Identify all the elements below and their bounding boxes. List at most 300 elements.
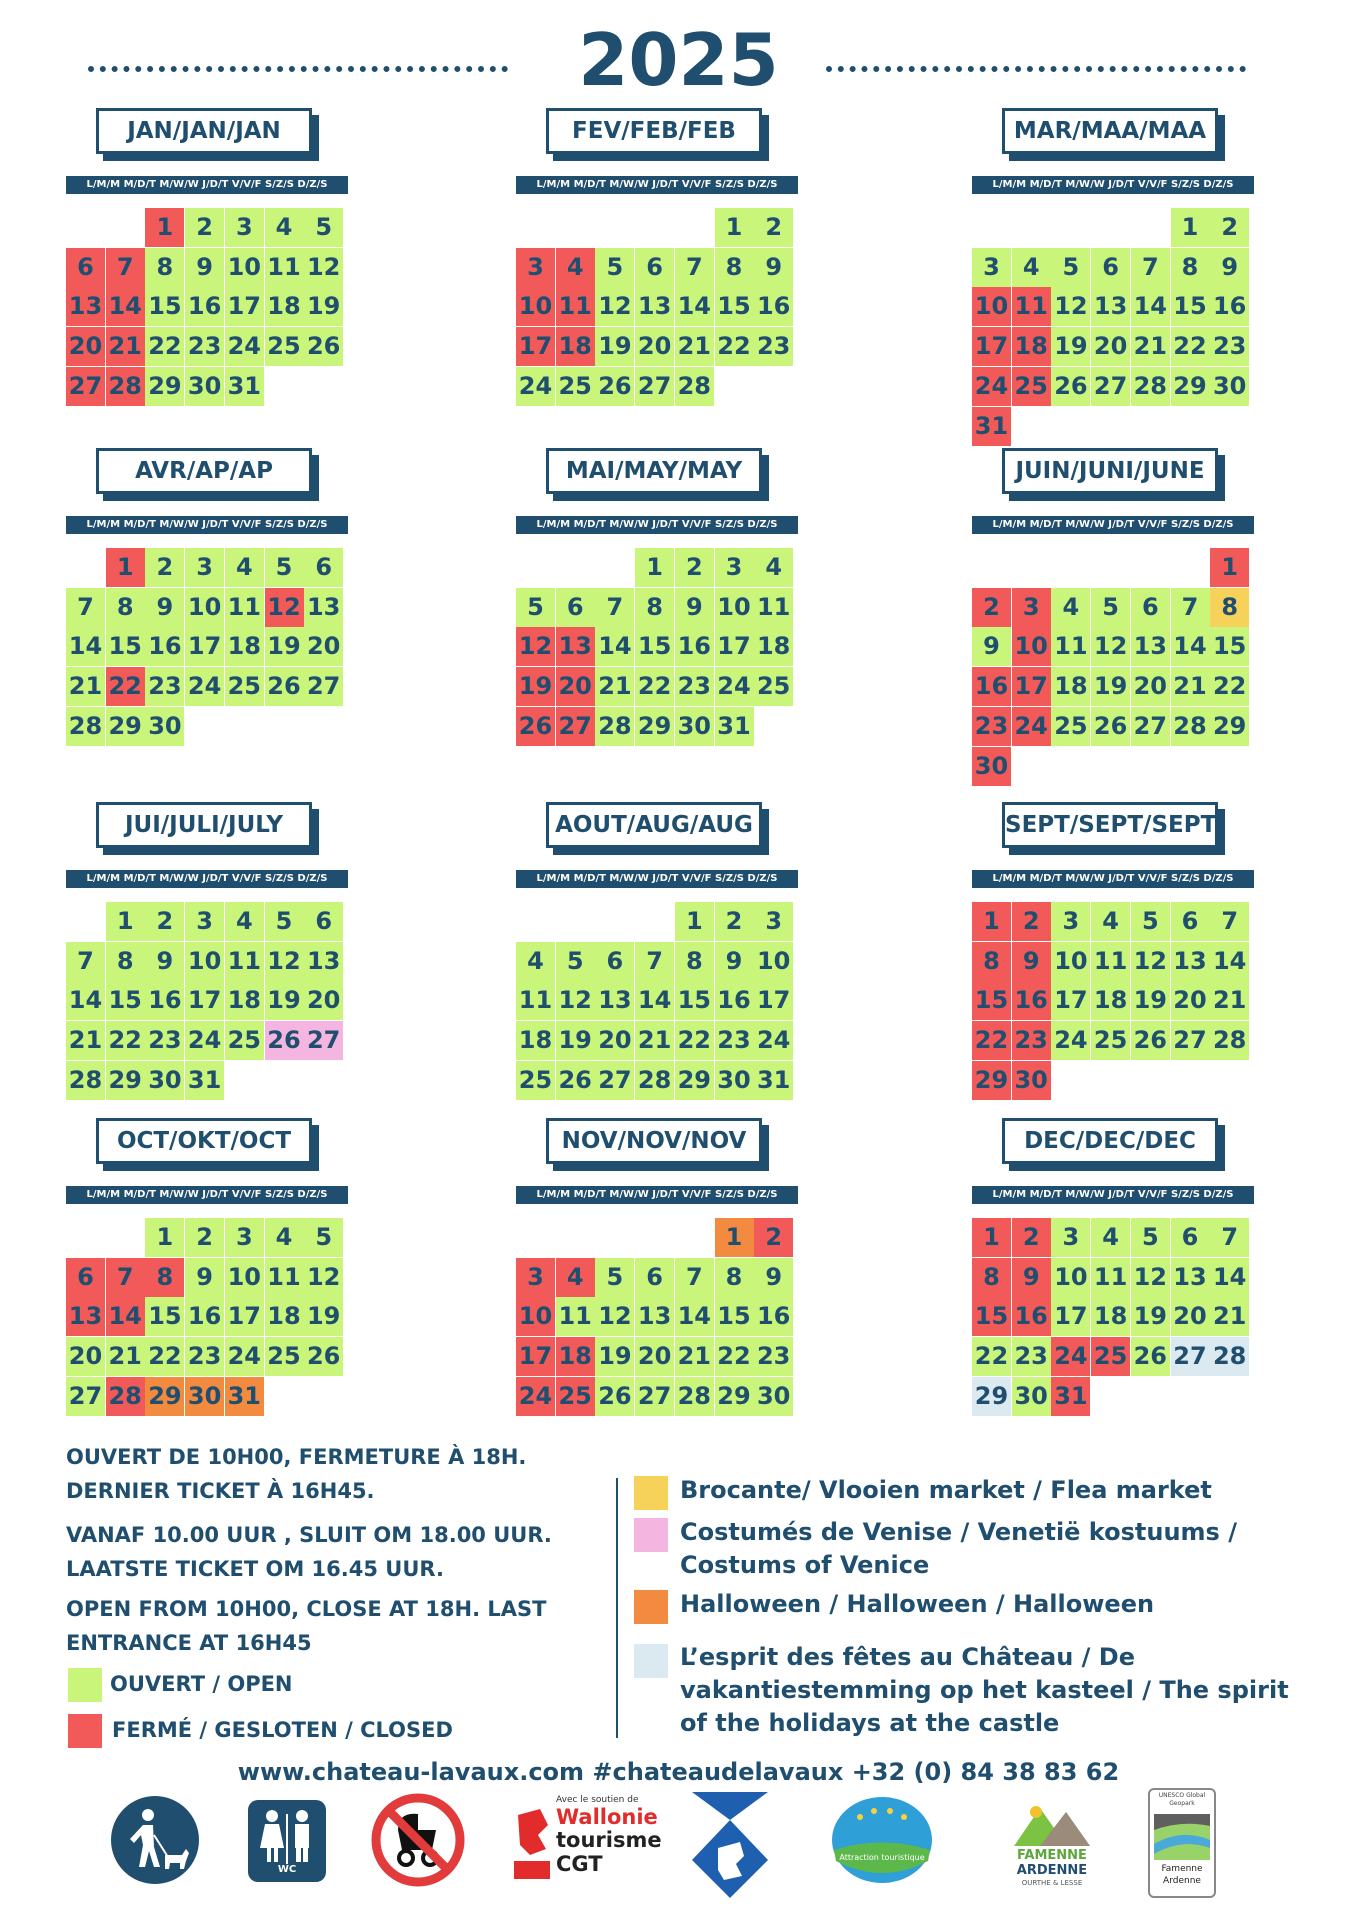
day-cell: 15 [972,981,1011,1020]
day-cell: 14 [1131,287,1170,326]
day-cell: 21 [635,1021,674,1060]
day-cell: 12 [1131,942,1170,981]
flea-label: Brocante/ Vlooien market / Flea market [680,1476,1212,1504]
month-block [66,1118,366,1458]
day-cell: 29 [675,1061,714,1100]
day-cell: 20 [1091,327,1130,366]
day-cell: 20 [1131,667,1170,706]
day-cell: 27 [1171,1337,1210,1376]
day-cell: 20 [66,327,105,366]
day-cell: 24 [185,1021,224,1060]
day-cell: 11 [754,588,793,627]
day-cell: 20 [304,981,343,1020]
day-cell: 19 [556,1021,595,1060]
day-cell: 8 [635,588,674,627]
day-cell: 12 [1051,287,1090,326]
geopark-text-2: Ardenne [1163,1876,1201,1886]
day-cell: 23 [1012,1337,1051,1376]
day-cell: 2 [1012,1218,1051,1257]
day-cell: 15 [145,1297,184,1336]
day-cell: 9 [185,248,224,287]
day-cell: 8 [972,942,1011,981]
day-cell: 13 [635,1297,674,1336]
day-cell: 11 [265,1258,304,1297]
day-cell: 15 [972,1297,1011,1336]
day-cell: 30 [972,747,1011,786]
day-cell: 12 [595,1297,634,1336]
day-cell: 12 [1091,627,1130,666]
day-cell: 23 [715,1021,754,1060]
day-cell: 2 [145,902,184,941]
walking-dog-icon [110,1795,200,1889]
day-cell: 5 [265,548,304,587]
day-cell: 7 [1210,902,1249,941]
info-nl-1: VANAF 10.00 UUR , SLUIT OM 18.00 UUR. [66,1523,552,1547]
day-cell: 22 [972,1021,1011,1060]
day-cell: 12 [556,981,595,1020]
day-cell: 25 [516,1061,555,1100]
day-cell: 10 [225,248,264,287]
venice-label-2: Costums of Venice [680,1551,930,1579]
day-cell: 16 [185,1297,224,1336]
month-title: JUIN/JUNI/JUNE [1002,448,1218,494]
day-cell: 14 [1210,942,1249,981]
day-cell: 19 [304,1297,343,1336]
day-cell: 10 [225,1258,264,1297]
month-title: OCT/OKT/OCT [96,1118,312,1164]
month-block [972,448,1272,788]
day-cell: 19 [595,327,634,366]
day-cell: 22 [145,1337,184,1376]
day-cell: 27 [556,707,595,746]
day-cell: 3 [972,248,1011,287]
day-cell: 6 [595,942,634,981]
day-cell: 1 [972,1218,1011,1257]
day-cell: 25 [1051,707,1090,746]
day-cell: 8 [106,942,145,981]
day-cell: 26 [265,1021,304,1060]
day-cell: 24 [1051,1337,1090,1376]
month-block [972,108,1272,448]
day-cell: 23 [675,667,714,706]
day-cell: 11 [1012,287,1051,326]
day-cell: 7 [1210,1218,1249,1257]
day-cell: 5 [595,248,634,287]
day-cell: 8 [106,588,145,627]
day-cell: 24 [754,1021,793,1060]
day-cell: 19 [1051,327,1090,366]
day-cell: 27 [1171,1021,1210,1060]
day-cell: 8 [1171,248,1210,287]
day-cell: 20 [66,1337,105,1376]
day-cell: 18 [1051,667,1090,706]
month-title: SEPT/SEPT/SEPT [1002,802,1218,848]
day-cell: 23 [1012,1021,1051,1060]
day-cell: 29 [106,1061,145,1100]
spirit-label-2: vakantiestemming op het kasteel / The spirit [680,1676,1289,1704]
month-block [516,448,816,788]
day-cell: 2 [145,548,184,587]
day-cell: 9 [675,588,714,627]
day-cell: 6 [66,248,105,287]
day-cell: 5 [265,902,304,941]
day-cell: 8 [715,248,754,287]
day-cell: 25 [1012,367,1051,406]
day-cell: 6 [1091,248,1130,287]
spirit-label-3: of the holidays at the castle [680,1709,1060,1737]
day-cell: 30 [185,367,224,406]
day-cell: 19 [516,667,555,706]
day-cell: 21 [1210,981,1249,1020]
day-cell: 9 [145,942,184,981]
day-cell: 2 [754,1218,793,1257]
day-cell: 17 [516,327,555,366]
weekday-header: L/M/M M/D/T M/W/W J/D/T V/V/F S/Z/S D/Z/S [516,870,798,888]
day-cell: 13 [304,942,343,981]
day-cell: 31 [225,367,264,406]
day-cell: 9 [1012,1258,1051,1297]
day-cell: 9 [1012,942,1051,981]
day-cell: 22 [1210,667,1249,706]
day-cell: 12 [265,588,304,627]
month-title: DEC/DEC/DEC [1002,1118,1218,1164]
day-cell: 3 [185,548,224,587]
day-cell: 20 [595,1021,634,1060]
day-cell: 11 [265,248,304,287]
day-cell: 20 [556,667,595,706]
day-cell: 2 [972,588,1011,627]
weekday-header: L/M/M M/D/T M/W/W J/D/T V/V/F S/Z/S D/Z/S [516,516,798,534]
month-block [66,802,366,1142]
day-cell: 26 [265,667,304,706]
day-cell: 4 [516,942,555,981]
day-cell: 3 [185,902,224,941]
flea-swatch [634,1476,668,1510]
day-cell: 1 [106,902,145,941]
day-cell: 5 [556,942,595,981]
day-cell: 8 [145,1258,184,1297]
day-cell: 29 [145,1377,184,1416]
province-crest-logo [690,1790,770,1904]
day-cell: 31 [972,407,1011,446]
info-en-2: ENTRANCE AT 16H45 [66,1631,312,1655]
day-cell: 23 [145,667,184,706]
day-cell: 26 [1131,1021,1170,1060]
day-cell: 3 [754,902,793,941]
day-cell: 1 [1171,208,1210,247]
day-cell: 25 [556,1377,595,1416]
day-cell: 16 [1012,981,1051,1020]
day-cell: 30 [715,1061,754,1100]
day-cell: 22 [972,1337,1011,1376]
month-block [972,802,1272,1142]
day-cell: 24 [516,367,555,406]
day-cell: 11 [556,1297,595,1336]
day-cell: 15 [106,981,145,1020]
day-cell: 13 [556,627,595,666]
day-cell: 28 [1171,707,1210,746]
day-cell: 8 [715,1258,754,1297]
day-cell: 29 [106,707,145,746]
day-cell: 13 [635,287,674,326]
day-cell: 23 [185,1337,224,1376]
day-cell: 17 [225,1297,264,1336]
day-cell: 24 [1051,1021,1090,1060]
day-cell: 25 [265,1337,304,1376]
opening-info [66,1440,586,1660]
day-cell: 24 [225,1337,264,1376]
day-cell: 18 [265,287,304,326]
day-cell: 25 [1091,1337,1130,1376]
day-cell: 28 [106,367,145,406]
day-cell: 7 [106,248,145,287]
day-cell: 14 [675,1297,714,1336]
day-cell: 15 [635,627,674,666]
month-block [516,108,816,448]
day-cell: 17 [185,627,224,666]
day-cell: 28 [66,1061,105,1100]
day-cell: 7 [1131,248,1170,287]
day-cell: 9 [145,588,184,627]
month-block [66,108,366,448]
day-cell: 15 [1210,627,1249,666]
month-title: NOV/NOV/NOV [546,1118,762,1164]
famenne-text: FAMENNE [1017,1848,1087,1863]
ardenne-text: ARDENNE [1016,1863,1088,1878]
day-cell: 14 [1210,1258,1249,1297]
ourthe-text: OURTHE & LESSE [1021,1879,1083,1887]
day-cell: 2 [754,208,793,247]
day-cell: 14 [106,287,145,326]
day-cell: 7 [66,942,105,981]
day-cell: 27 [66,1377,105,1416]
weekday-header: L/M/M M/D/T M/W/W J/D/T V/V/F S/Z/S D/Z/S [516,1186,798,1204]
day-cell: 6 [66,1258,105,1297]
day-cell: 12 [265,942,304,981]
day-cell: 4 [1091,1218,1130,1257]
day-cell: 23 [1210,327,1249,366]
day-cell: 29 [1210,707,1249,746]
day-cell: 14 [595,627,634,666]
day-cell: 11 [556,287,595,326]
day-cell: 28 [675,367,714,406]
day-cell: 30 [1012,1377,1051,1416]
day-cell: 30 [754,1377,793,1416]
day-cell: 29 [972,1377,1011,1416]
day-cell: 17 [516,1337,555,1376]
day-cell: 21 [1171,667,1210,706]
day-cell: 16 [675,627,714,666]
geopark-text-1: Famenne [1161,1864,1203,1874]
day-cell: 13 [1171,942,1210,981]
day-cell: 1 [145,208,184,247]
day-cell: 29 [972,1061,1011,1100]
weekday-header: L/M/M M/D/T M/W/W J/D/T V/V/F S/Z/S D/Z/S [66,870,348,888]
famenne-ardenne-logo [1010,1798,1094,1888]
day-cell: 5 [1051,248,1090,287]
day-cell: 20 [1171,1297,1210,1336]
day-cell: 4 [225,548,264,587]
day-cell: 1 [1210,548,1249,587]
day-cell: 30 [1210,367,1249,406]
day-cell: 15 [675,981,714,1020]
day-cell: 23 [972,707,1011,746]
day-cell: 28 [1131,367,1170,406]
day-cell: 22 [715,327,754,366]
weekday-header: L/M/M M/D/T M/W/W J/D/T V/V/F S/Z/S D/Z/S [972,870,1254,888]
day-cell: 4 [265,208,304,247]
day-cell: 15 [715,1297,754,1336]
day-cell: 7 [595,588,634,627]
day-cell: 7 [66,588,105,627]
day-cell: 3 [225,208,264,247]
day-cell: 25 [225,1021,264,1060]
day-cell: 22 [106,667,145,706]
day-cell: 20 [635,327,674,366]
day-cell: 6 [1171,1218,1210,1257]
day-cell: 28 [1210,1021,1249,1060]
day-cell: 21 [595,667,634,706]
info-fr-1: OUVERT DE 10H00, FERMETURE À 18H. [66,1445,527,1469]
info-nl-2: LAATSTE TICKET OM 16.45 UUR. [66,1557,444,1581]
month-title: JAN/JAN/JAN [96,108,312,154]
day-cell: 12 [1131,1258,1170,1297]
weekday-header: L/M/M M/D/T M/W/W J/D/T V/V/F S/Z/S D/Z/S [516,176,798,194]
day-cell: 4 [754,548,793,587]
day-cell: 3 [1012,588,1051,627]
day-cell: 10 [715,588,754,627]
day-cell: 2 [1210,208,1249,247]
decor-dots-right [826,66,1246,72]
day-cell: 14 [675,287,714,326]
day-cell: 1 [715,1218,754,1257]
day-cell: 28 [675,1377,714,1416]
day-cell: 3 [225,1218,264,1257]
legend-divider [616,1478,618,1738]
wallonie-support-text: Avec le soutien de [556,1795,639,1805]
day-cell: 8 [1210,588,1249,627]
day-cell: 16 [754,1297,793,1336]
day-cell: 5 [304,1218,343,1257]
day-cell: 15 [715,287,754,326]
day-cell: 10 [1051,942,1090,981]
day-cell: 10 [754,942,793,981]
day-cell: 5 [516,588,555,627]
day-cell: 31 [715,707,754,746]
day-cell: 14 [106,1297,145,1336]
day-cell: 31 [754,1061,793,1100]
day-cell: 18 [556,1337,595,1376]
day-cell: 28 [635,1061,674,1100]
contact-footer[interactable]: www.chateau-lavaux.com #chateaudelavaux +32 (0) 84 38 83 62 [237,1758,1120,1786]
day-cell: 13 [1131,627,1170,666]
day-cell: 4 [1012,248,1051,287]
month-block [66,448,366,788]
day-cell: 2 [715,902,754,941]
day-cell: 2 [185,1218,224,1257]
spirit-label-1: L’esprit des fêtes au Château / De [680,1643,1135,1671]
day-cell: 21 [675,327,714,366]
day-cell: 24 [1012,707,1051,746]
day-cell: 23 [185,327,224,366]
day-cell: 21 [106,327,145,366]
day-cell: 18 [516,1021,555,1060]
day-cell: 15 [145,287,184,326]
weekday-header: L/M/M M/D/T M/W/W J/D/T V/V/F S/Z/S D/Z/S [972,1186,1254,1204]
day-cell: 22 [106,1021,145,1060]
day-cell: 19 [1131,1297,1170,1336]
day-cell: 10 [516,287,555,326]
day-cell: 10 [1051,1258,1090,1297]
day-cell: 18 [556,327,595,366]
day-cell: 21 [66,667,105,706]
day-cell: 30 [675,707,714,746]
wallonie-tourisme-logo [510,1795,660,1885]
day-cell: 18 [265,1297,304,1336]
wc-icon [248,1800,326,1886]
day-cell: 9 [754,248,793,287]
day-cell: 28 [595,707,634,746]
day-cell: 27 [304,667,343,706]
halloween-swatch [634,1590,668,1624]
day-cell: 20 [304,627,343,666]
day-cell: 5 [1131,1218,1170,1257]
day-cell: 15 [1171,287,1210,326]
month-block [516,802,816,1142]
month-block [516,1118,816,1458]
day-cell: 3 [715,548,754,587]
day-cell: 10 [972,287,1011,326]
day-cell: 25 [265,327,304,366]
day-cell: 13 [1091,287,1130,326]
day-cell: 16 [1210,287,1249,326]
day-cell: 1 [715,208,754,247]
weekday-header: L/M/M M/D/T M/W/W J/D/T V/V/F S/Z/S D/Z/S [972,176,1254,194]
day-cell: 3 [516,248,555,287]
page-title: 2025 [578,18,779,102]
day-cell: 26 [595,367,634,406]
day-cell: 25 [754,667,793,706]
day-cell: 27 [635,1377,674,1416]
info-fr-2: DERNIER TICKET À 16H45. [66,1479,375,1503]
day-cell: 10 [185,588,224,627]
day-cell: 10 [1012,627,1051,666]
day-cell: 13 [66,1297,105,1336]
day-cell: 12 [516,627,555,666]
day-cell: 4 [225,902,264,941]
day-cell: 29 [715,1377,754,1416]
day-cell: 30 [185,1377,224,1416]
venice-label-1: Costumés de Venise / Venetië kostuums / [680,1518,1237,1546]
day-cell: 21 [106,1337,145,1376]
month-title: MAR/MAA/MAA [1002,108,1218,154]
day-cell: 23 [754,327,793,366]
day-cell: 19 [1091,667,1130,706]
day-cell: 3 [1051,1218,1090,1257]
day-cell: 16 [185,287,224,326]
day-cell: 26 [516,707,555,746]
day-cell: 2 [675,548,714,587]
open-swatch [68,1668,102,1702]
day-cell: 13 [66,287,105,326]
day-cell: 5 [1131,902,1170,941]
day-cell: 17 [1051,981,1090,1020]
day-cell: 24 [972,367,1011,406]
day-cell: 11 [1051,627,1090,666]
no-stroller-icon [370,1792,466,1892]
day-cell: 30 [1012,1061,1051,1100]
day-cell: 11 [1091,1258,1130,1297]
